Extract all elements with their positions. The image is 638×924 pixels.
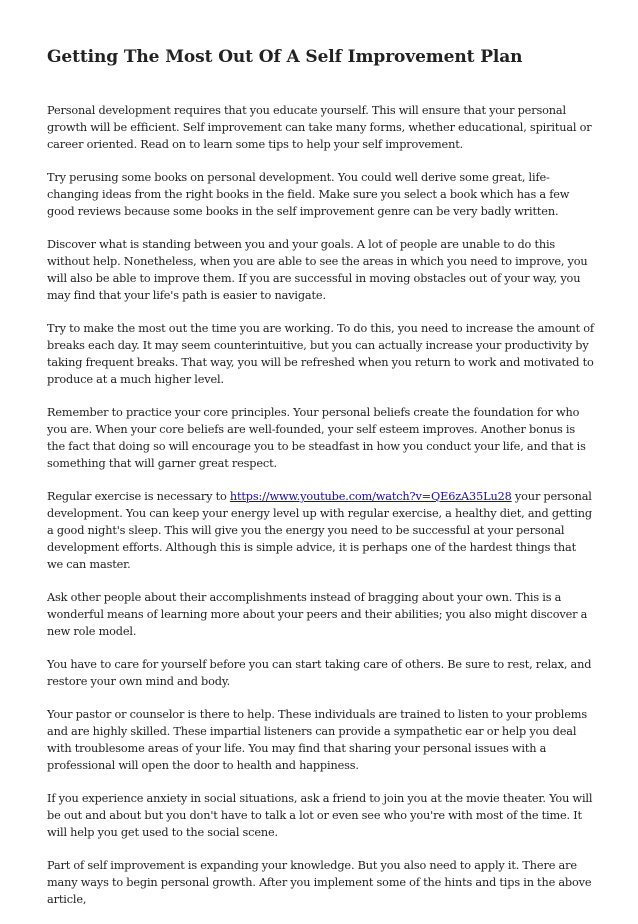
document-title: Getting The Most Out Of A Self Improvement Plan [47,47,523,67]
paragraph-self-care: You have to care for yourself before you can start taking care of others. Be sure to rest, relax, and restore your own mind and body. [47,658,592,689]
paragraph-core-principles: Remember to practice your core principles. Your personal beliefs create the foundation for who you are. When your core beliefs are well-founded, your self esteem improves. Another bonus is the fact that doing so will encourage you to be steadfast in how you conduct your life, and that is something that will garner great respect. [47,406,586,471]
exercise-text-after: your personal development. You can keep your energy level up with regular exercise, a healthy diet, and getting a good night's sleep. This will give you the energy you need to be successful at your personal development efforts. Although this is simple advice, it is perhaps one of the hardest things that we can master. [47,490,592,572]
paragraph-breaks: Try to make the most out the time you are working. To do this, you need to increase the amount of breaks each day. It may seem counterintuitive, but you can actually increase your productivity by taking frequent breaks. That way, you will be refreshed when you return to work and motivated to produce at a much higher level. [47,322,594,387]
paragraph-intro: Personal development requires that you educate yourself. This will ensure that your personal growth will be efficient. Self improvement can take many forms, whether educational, spiritual or career oriented. Read on to learn some tips to help your self improvement. [47,104,592,152]
paragraph-social-anxiety: If you experience anxiety in social situations, ask a friend to join you at the movie theater. You will be out and about but you don't have to talk a lot or even see who you're with most of the time. It will help you get used to the social scene. [47,792,593,840]
youtube-link[interactable]: https://www.youtube.com/watch?v=QE6zA35Lu28 [229,490,512,504]
paragraph-obstacles: Discover what is standing between you and your goals. A lot of people are unable to do this without help. Nonetheless, when you are able to see the areas in which you need to improve, you will also be able to improve them. If you are successful in moving obstacles out of your way, you may find that your life's path is easier to navigate. [47,238,588,303]
document-page [47,46,595,924]
paragraph-exercise [47,488,595,573]
paragraph-accomplishments: Ask other people about their accomplishments instead of bragging about your own. This is a wonderful means of learning more about your peers and their abilities; you also might discover a new role model. [47,591,588,639]
paragraph-books: Try perusing some books on personal development. You could well derive some great, life-changing ideas from the right books in the field. Make sure you select a book which has a few good reviews because some books in the self improvement genre can be very badly written. [47,171,570,219]
exercise-text-before: Regular exercise is necessary to [47,490,230,504]
paragraph-counselor: Your pastor or counselor is there to help. These individuals are trained to listen to your problems and are highly skilled. These impartial listeners can provide a sympathetic ear or help you deal with troublesome areas of your life. You may find that sharing your personal issues with a professional will open the door to health and happiness. [47,708,587,773]
paragraph-knowledge: Part of self improvement is expanding your knowledge. But you also need to apply it. There are many ways to begin personal growth. After you implement some of the hints and tips in the above article, [47,859,592,907]
